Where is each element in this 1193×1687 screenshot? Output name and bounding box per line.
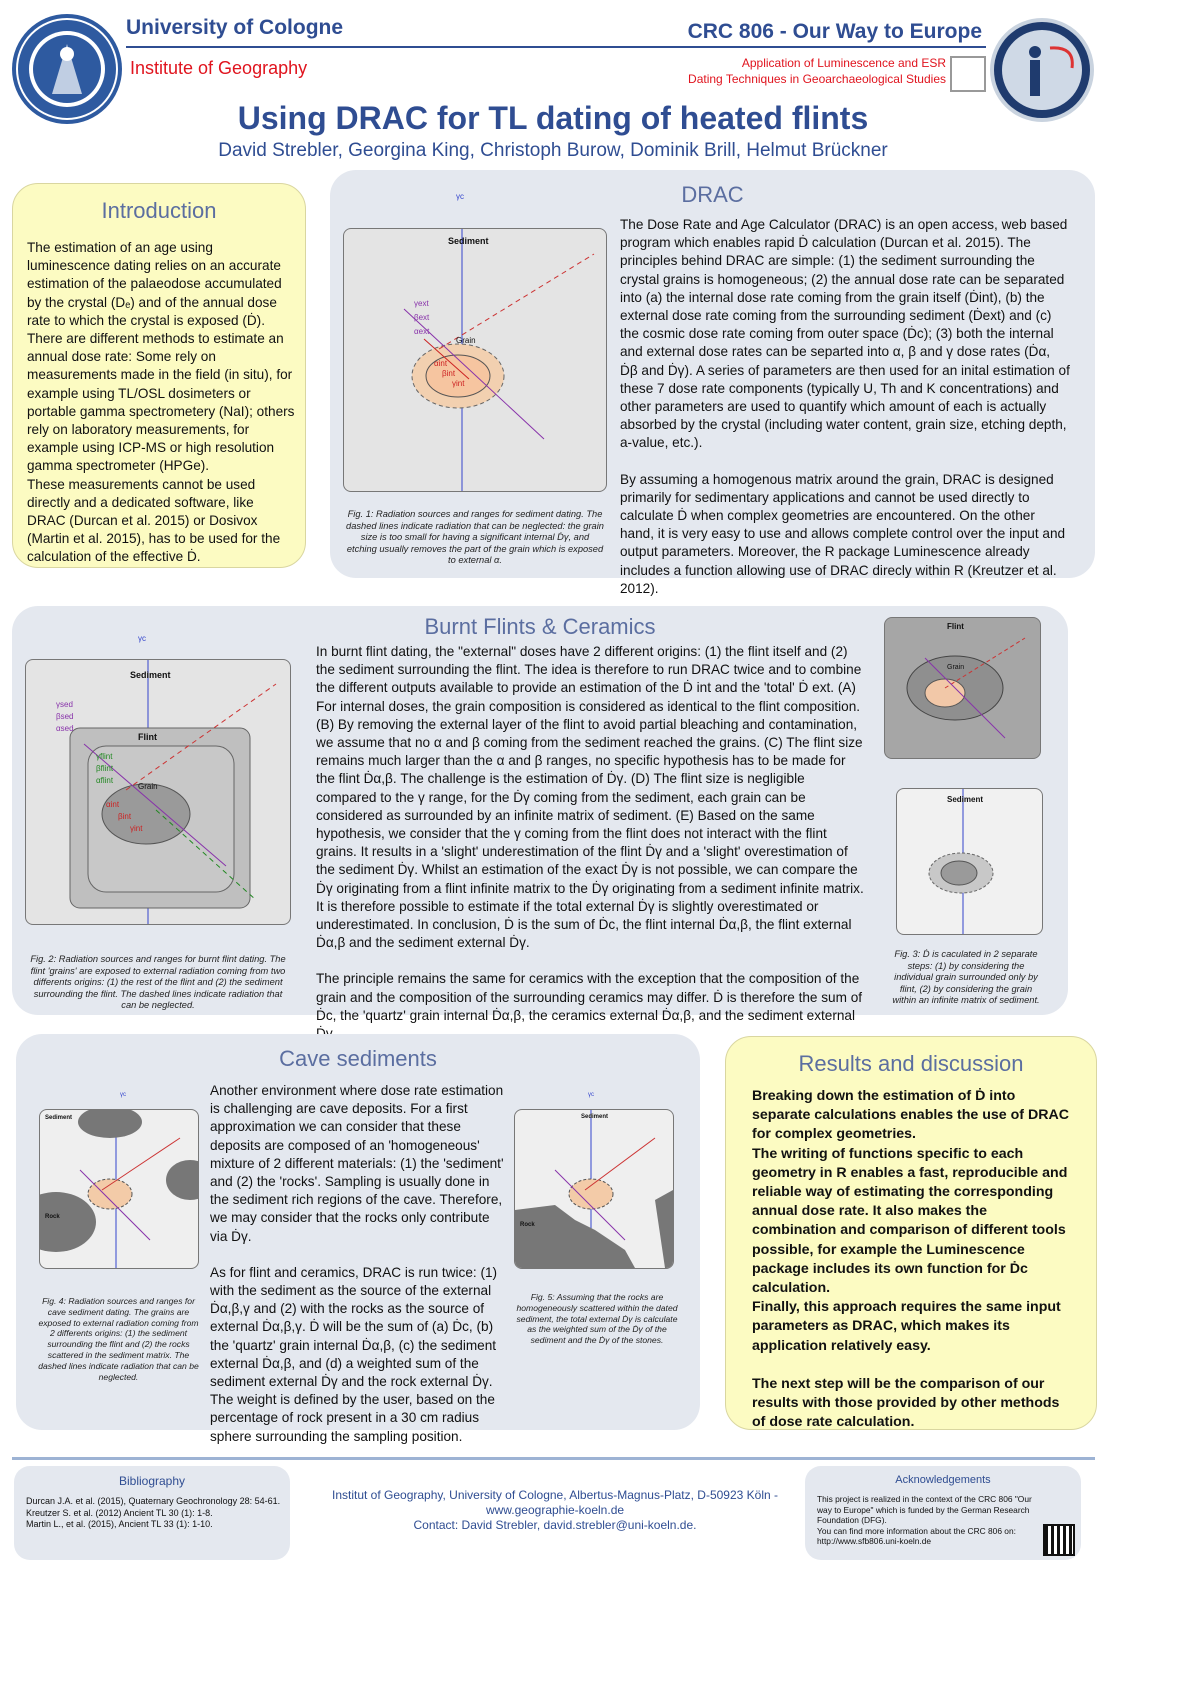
crc-logo-mark bbox=[950, 56, 986, 92]
results-paragraph-2: The writing of functions specific to each geometry in R enables a fast, reproducible and reliable way of estimating the corresponding annual dose rate. It also makes the combination and comparison of different tools possible, for example the Luminescence package includes its own function for Ḋc calculation. bbox=[752, 1145, 1068, 1297]
fig3-caption: Fig. 3: Ḋ is caculated in 2 separate steps: (1) by considering the individual grain surrounded only by flint, (2) by considering the grain within an infinite matrix of sediment. bbox=[892, 949, 1040, 1006]
introduction-title: Introduction bbox=[101, 198, 217, 223]
flints-paragraph-2: The principle remains the same for ceramics with the exception that the composition of the grain and the composition of the surrounding ceramics may differ. Ḋ is therefore the sum of Ḋc, the 'quartz' grain internal Ḋα,β, the ceramics external Ḋα,β, and the sediment external bbox=[316, 971, 863, 1023]
crc-subtitle-1: Application of Luminescence and ESR bbox=[741, 56, 946, 70]
intro-paragraph-1: The estimation of an age using luminescence dating relies on an accurate estimation of the palaeodose accumulated by the crystal (Dₑ) and of the annual dose rate to which the crystal is exposed (Ḋ). bbox=[27, 240, 282, 328]
fig4-sediment-label: Sediment bbox=[45, 1115, 73, 1121]
introduction-panel bbox=[12, 183, 306, 568]
drac-panel bbox=[330, 170, 1095, 596]
fig2-caption: Fig. 2: Radiation sources and ranges for burnt flint dating. The flint 'grains' are exposed to external radiation coming from two differents origins: (1) the rest of the flint and (2) the sediment surrounding the flint. The dashed lines indicate radiation that can be neglected. bbox=[30, 954, 286, 1011]
bibliography-title: Bibliography bbox=[118, 1474, 186, 1488]
fig5-caption: Fig. 5: Assuming that the rocks are homogeneously scattered within the dated sediment, the total external Ḋγ is calculate as the weighted sum of the Ḋγ of the sediment and the Ḋγ of the stones. bbox=[516, 1292, 678, 1346]
fig1-gamma-int-label: γint bbox=[452, 379, 465, 388]
fig1-caption: Fig. 1: Radiation sources and ranges for sediment dating. The dashed lines indicate radiation that can be neglected: the grain size is too small for having a significant internal Ḋγ, and etching usually removes the part of the grain which is exposed to external α. bbox=[346, 509, 604, 566]
fig1-grain-label: Grain bbox=[456, 336, 476, 345]
poster-authors: David Strebler, Georgina King, Christoph Burow, Dominik Brill, Helmut Brückner bbox=[218, 140, 888, 161]
drac-paragraph-2: By assuming a homogenous matrix around the grain, DRAC is designed primarily for sedimentary applications and cannot be used directly to calculate Ḋ when complex geometries are encountered. On the other hand, it is very easy to use and allows complete control over the input and output parameters. Moreover, the R package Luminescence already includes a function allowing use of DRAC direcly within R (Kreutzer et al. 2012). bbox=[620, 471, 1066, 596]
crc-title: CRC 806 - Our Way to Europe bbox=[687, 20, 982, 43]
fig1-alpha-ext-label: αext bbox=[414, 327, 430, 336]
fig4-rock-label: Rock bbox=[45, 1214, 60, 1220]
fig5-sediment-label: Sediment bbox=[581, 1114, 609, 1120]
drac-title: DRAC bbox=[681, 182, 744, 207]
fig4-caption: Fig. 4: Radiation sources and ranges for cave sediment dating. The grains are exposed to external radiation coming from 2 differents origins: (1) the sediment surrounding the flint and (2) the rocks scattered in the sediment matrix. The dashed lines indicate radiation that can be neglected. bbox=[38, 1296, 199, 1382]
fig2-sediment-label: Sediment bbox=[130, 670, 171, 680]
header-rule-right bbox=[686, 46, 986, 48]
fig1-alpha-int-label: αint bbox=[434, 359, 448, 368]
fig2-flint-label: Flint bbox=[138, 732, 157, 742]
fig2-alpha-sed-label: αsed bbox=[56, 724, 74, 733]
results-title: Results and discussion bbox=[798, 1051, 1024, 1076]
ack-url[interactable]: http://www.sfb806.uni-koeln.de bbox=[817, 1536, 932, 1546]
poster-title: Using DRAC for TL dating of heated flints bbox=[237, 100, 869, 136]
results-panel bbox=[725, 1036, 1097, 1430]
fig1-beta-int-label: βint bbox=[442, 369, 456, 378]
bib-entry-2: Kreutzer S. et al. (2012) Ancient TL 30 (1): 1-8. bbox=[26, 1507, 213, 1518]
fig3-grain-label: Grain bbox=[947, 664, 965, 671]
flints-paragraph-1: In burnt flint dating, the "external" doses have 2 different origins: (1) the flint itself and (2) the sediment surrounding the flint. The idea is therefore to run DRAC twice and to combine the different outputs available to provide an estimation of the Ḋ int and the 'total' Ḋ ext. (A) For internal doses, the grain composition is considered as identical to the flint composition. (B) By removing the external layer of the flint to avoid partial bleaching and contamination, we assume that no α and β coming from the sediment reached the grains. (C) The flint size remains much larger than the α and β ranges, no specific hypothesis has to be made for the flint Ḋα,β. The challenge is the estimation of Ḋγ. (D) The flint size is negligible compared to the γ range, for the Ḋγ coming from the sediment, each grain can be considered as surrounded by an infinite matrix of sediment. (E) Based on the same hypothesis, we consider that the γ coming from the flint does not interact with the flint grains. It results in a 'slight' underestimation of the flint Ḋγ and a 'slight' overestimation of the sediment Ḋγ. Whilst an estimation of the exact Ḋγ is not possible, we can compare the Ḋγ originating from a flint infinite matrix to the Ḋγ originating from a sediment infinite matrix. It is therefore possible to estimate if the total external Ḋγ is slightly overestimated or underestimated. In conclusion, Ḋ is the sum of Ḋc, the flint internal Ḋα,β, the flint external Ḋα,β and the sediment external Ḋγ. bbox=[316, 644, 864, 951]
footer-contact[interactable]: Contact: David Strebler, david.strebler@uni-koeln.de. bbox=[413, 1518, 697, 1532]
fig2-gamma-int-label: γint bbox=[130, 824, 143, 833]
fig1-beta-ext-label: βext bbox=[414, 313, 430, 322]
acknowledgements-panel bbox=[805, 1466, 1081, 1560]
university-name: University of Cologne bbox=[126, 16, 344, 39]
bib-entry-3: Martin L., et al. (2015), Ancient TL 33 (1): 1-10. bbox=[26, 1519, 213, 1529]
cave-paragraph-2: As for flint and ceramics, DRAC is run twice: (1) with the sediment as the source of the external Ḋα,β,γ and (2) with the rocks as the source of external Ḋα,β,γ. Ḋ will be the sum of (a) Ḋc, (b) the 'quartz' grain internal Ḋα,β, (c) the sediment external Ḋα,β, and (d) a weighted sum of the sediment external Ḋγ and the rock external Ḋγ. The weight is defined by the user, based on the percentage of rock present in a 30 cm radius sphere surrounding the sampling position. bbox=[210, 1264, 498, 1444]
cave-panel bbox=[16, 1034, 700, 1444]
fig2-gamma-sed-label: γsed bbox=[56, 700, 73, 709]
bibliography-panel bbox=[14, 1466, 290, 1560]
cave-paragraph-1: Another environment where dose rate estimation is challenging are cave deposits. For a first approximation we can consider that these deposits are composed of an 'homogeneous' mixture of 2 different materials: (1) the 'sediment' and (2) the 'rocks'. Sampling is usually done in the sediment rich regions of the cave. Therefore, we may consider that the rocks only contribute via Ḋγ. bbox=[210, 1083, 504, 1244]
fig2-beta-int-label: βint bbox=[118, 812, 132, 821]
intro-paragraph-2: There are different methods to estimate an annual dose rate: Some rely on measurements made in the field (in situ), for example using TL/OSL dosimeters or portable gamma spectrometery (NaI); others rely on laboratory measurements, for example using ICP-MS or high resolution gamma spectrometer (HPGe). bbox=[27, 331, 295, 474]
figure-3b bbox=[896, 788, 1043, 935]
drac-paragraph-1: The Dose Rate and Age Calculator (DRAC) is an open access, web based program which enables rapid Ḋ calculation (Durcan et al. 2015). The principles behind DRAC are simple: (1) the sediment surrounding the crystal grains is homogeneous; (2) the annual dose rate can be separated into (a) the internal dose rate coming from the grain itself (Ḋint), (b) the external dose rate coming from the surrounding sediment (Ḋext) and (c) the cosmic dose rate coming from outer space (Ḋc); (3) both the internal and external dose rates can be separted into α, β and γ dose rates (Ḋα, Ḋβ and Ḋγ). A series of parameters are then used for an inital estimation of these 7 dose rate components (typically U, Th and K concentrations) and other parameters are used to quantify which amount of each is actually absorbed by the crystal (including water content, grain size, etching depth, a-value, etc.). bbox=[620, 217, 1070, 451]
fig1-gamma-c-label: γc bbox=[456, 192, 464, 201]
institute-name: Institute of Geography bbox=[130, 58, 308, 78]
footer-rule bbox=[12, 1457, 1095, 1460]
fig2-alpha-int-label: αint bbox=[106, 800, 120, 809]
results-paragraph-1: Breaking down the estimation of Ḋ into separate calculations enables the use of DRAC for complex geometries. bbox=[752, 1088, 1069, 1143]
acknowledgements-title: Acknowledgements bbox=[895, 1474, 991, 1486]
fig3-flint-label: Flint bbox=[947, 622, 964, 631]
fig5-rock-label: Rock bbox=[520, 1222, 535, 1228]
results-paragraph-3: Finally, this approach requires the same input parameters as DRAC, which makes its application relatively easy. bbox=[752, 1299, 1061, 1354]
ack-text-2: You can find more information about the CRC 806 on: bbox=[817, 1525, 1016, 1536]
figure-5 bbox=[514, 1109, 674, 1269]
footer-website[interactable]: www.geographie-koeln.de bbox=[485, 1503, 625, 1517]
figure-4 bbox=[39, 1109, 199, 1269]
ack-text-1: This project is realized in the context of the CRC 806 "Our way to Europe" which is funded by the German Research Foundation (DFG). bbox=[817, 1494, 1032, 1525]
crc-subtitle-2: Dating Techniques in Geoarchaeological Studies bbox=[688, 72, 946, 86]
fig4-gamma-c-label: γc bbox=[120, 1092, 126, 1098]
figure-3a bbox=[884, 617, 1041, 759]
header-rule-left bbox=[126, 46, 686, 48]
fig2-beta-sed-label: βsed bbox=[56, 712, 74, 721]
results-paragraph-4: The next step will be the comparison of our results with those provided by other methods of dose rate calculation. bbox=[752, 1375, 1060, 1431]
figure-1 bbox=[343, 228, 607, 492]
flints-panel bbox=[12, 606, 1068, 1023]
bib-entry-1: Durcan J.A. et al. (2015), Quaternary Geochronology 28: 54-61. bbox=[26, 1496, 281, 1506]
fig2-beta-flint-label: βflint bbox=[96, 764, 114, 773]
cave-title: Cave sediments bbox=[279, 1046, 437, 1071]
figure-2 bbox=[25, 659, 291, 925]
fig2-gamma-c-label: γc bbox=[138, 634, 146, 643]
fig1-sediment-label: Sediment bbox=[448, 236, 489, 246]
fig2-gamma-flint-label: γflint bbox=[96, 752, 113, 761]
fig2-alpha-flint-label: αflint bbox=[96, 776, 114, 785]
flints-title: Burnt Flints & Ceramics bbox=[424, 614, 656, 639]
fig2-grain-label: Grain bbox=[138, 782, 158, 791]
qr-code bbox=[1043, 1524, 1075, 1556]
fig5-gamma-c-label: γc bbox=[588, 1092, 594, 1098]
footer-address: Institut of Geography, University of Cologne, Albertus-Magnus-Platz, D-50923 Köln - bbox=[332, 1488, 778, 1502]
fig1-gamma-ext-label: γext bbox=[414, 299, 429, 308]
intro-paragraph-3: These measurements cannot be used directly and a dedicated software, like DRAC (Durcan et al. 2015) or Dosivox (Martin et al. 2015), has to be used for the calculation of the effective Ḋ. bbox=[27, 476, 281, 565]
fig3b-sediment-label: Sediment bbox=[947, 795, 984, 804]
